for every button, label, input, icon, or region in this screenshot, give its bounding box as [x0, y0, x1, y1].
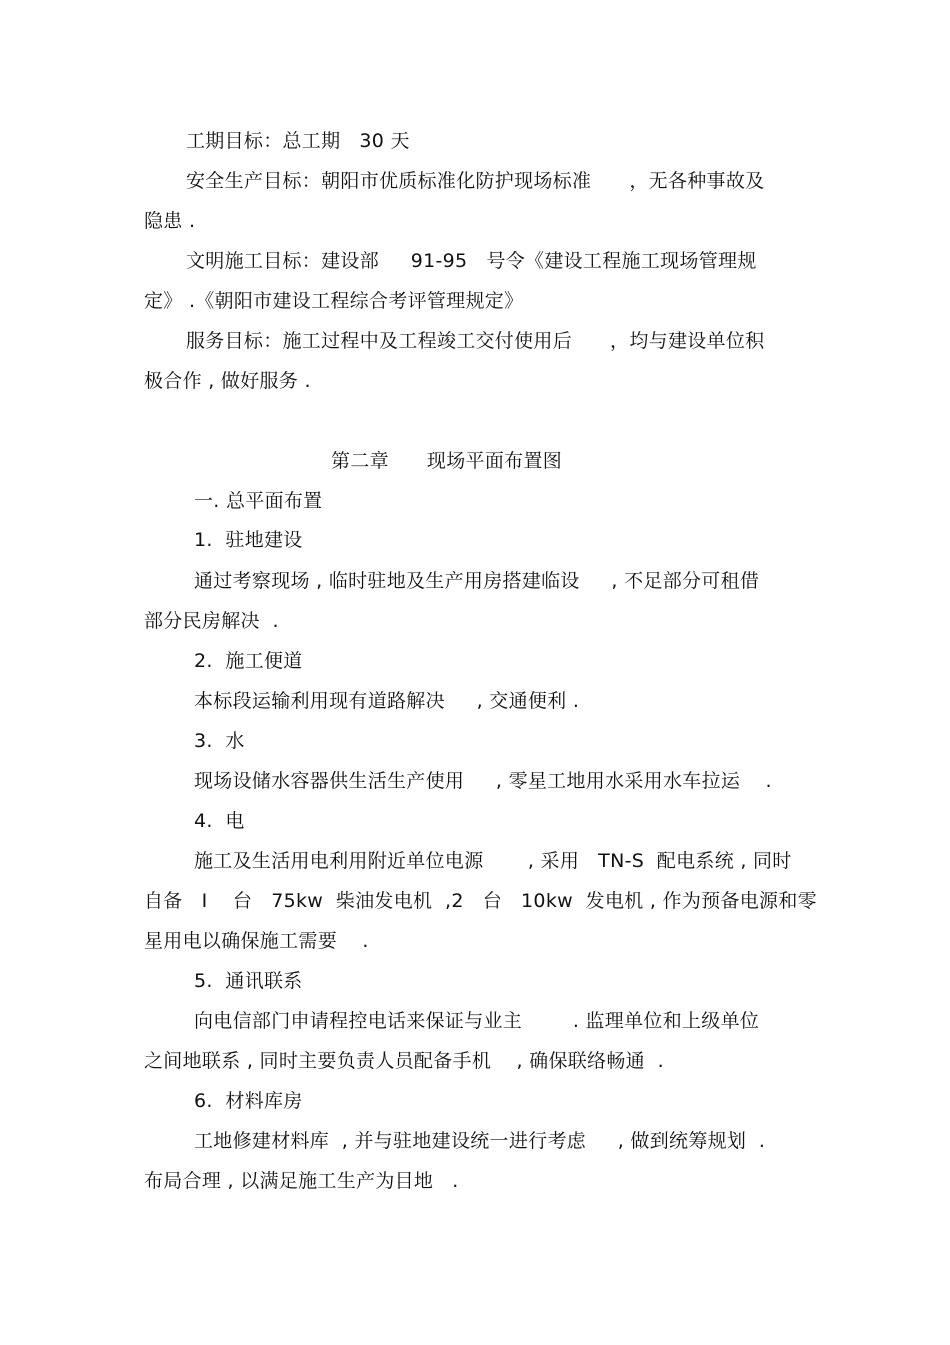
item-1-line-1: 通过考察现场 , 临时驻地及生产用房搭建临设 , 不足部分可租借 [194, 570, 760, 592]
civil-goal-line-1: 文明施工目标：建设部 91-95 号令《建设工程施工现场管理规 [186, 250, 757, 272]
section-heading: 一. 总平面布置 [194, 490, 323, 512]
service-goal-line-2: 极合作 , 做好服务 . [144, 370, 311, 392]
item-6-line-2: 布局合理 , 以满足施工生产为目地 . [144, 1170, 459, 1192]
item-1-title: 1. 驻地建设 [194, 529, 303, 551]
safety-goal-line-1: 安全生产目标：朝阳市优质标准化防护现场标准 ，无各种事故及 [186, 170, 765, 192]
safety-goal-line-2: 隐患 . [144, 210, 196, 232]
item-4-line-1: 施工及生活用电利用附近单位电源 , 采用 TN-S 配电系统 , 同时 [194, 850, 792, 872]
item-6-line-1: 工地修建材料库 , 并与驻地建设统一进行考虑 , 做到统筹规划 . [194, 1130, 766, 1152]
item-4-line-2: 自备 I 台 75kw 柴油发电机 ,2 台 10kw 发电机 , 作为预备电源和零 [144, 890, 817, 912]
item-2-line-1: 本标段运输利用现有道路解决 , 交通便利 . [194, 690, 580, 712]
item-2-title: 2. 施工便道 [194, 650, 303, 672]
service-goal-line-1: 服务目标：施工过程中及工程竣工交付使用后 ，均与建设单位积 [186, 330, 765, 352]
item-4-title: 4. 电 [194, 810, 245, 832]
civil-goal-line-2: 定》 .《朝阳市建设工程综合考评管理规定》 [144, 290, 524, 312]
item-4-line-3: 星用电以确保施工需要 . [144, 930, 369, 952]
schedule-goal-line: 工期目标：总工期 30 天 [186, 130, 410, 152]
item-5-line-1: 向电信部门申请程控电话来保证与业主 . 监理单位和上级单位 [194, 1010, 760, 1032]
item-5-title: 5. 通讯联系 [194, 970, 303, 992]
item-3-line-1: 现场设储水容器供生活生产使用 , 零星工地用水采用水车拉运 . [194, 770, 772, 792]
chapter-title: 第二章 现场平面布置图 [331, 450, 563, 472]
item-3-title: 3. 水 [194, 730, 245, 752]
item-6-title: 6. 材料库房 [194, 1090, 303, 1112]
item-1-line-2: 部分民房解决 . [144, 610, 279, 632]
item-5-line-2: 之间地联系 , 同时主要负责人员配备手机 , 确保联络畅通 . [144, 1050, 664, 1072]
